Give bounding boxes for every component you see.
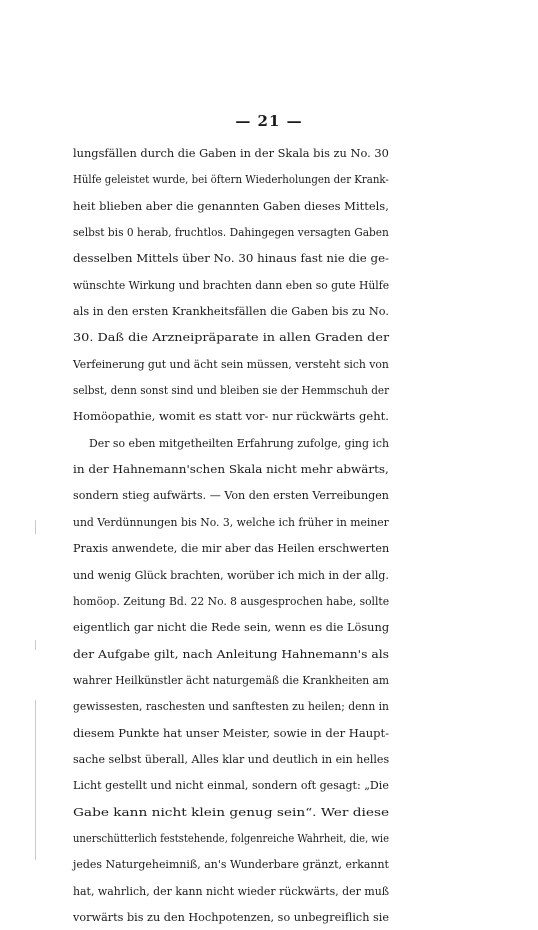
text-line: wünschte Wirkung und brachten dann eben so gute Hülfe bbox=[73, 277, 390, 292]
body-text bbox=[73, 140, 389, 930]
binding-edge-mark bbox=[35, 700, 36, 860]
text-line: Homöopathie, womit es statt vor- nur rückwärts geht. bbox=[73, 409, 389, 424]
text-line: unerschütterlich feststehende, folgenreiche Wahrheit, die, wie bbox=[73, 830, 389, 845]
text-line: sache selbst überall, Alles klar und deutlich in ein helles bbox=[73, 751, 390, 766]
page-number: — 21 — bbox=[235, 112, 303, 130]
binding-edge-mark bbox=[35, 640, 36, 650]
text-line: 30. Daß die Arzneipräparate in allen Graden der bbox=[73, 330, 390, 345]
text-line: homöop. Zeitung Bd. 22 No. 8 ausgesprochen habe, sollte bbox=[73, 593, 390, 608]
text-line: in der Hahnemann'schen Skala nicht mehr abwärts, bbox=[73, 462, 389, 477]
text-line: eigentlich gar nicht die Rede sein, wenn es die Lösung bbox=[73, 620, 390, 635]
text-line: gewissesten, raschesten und sanftesten zu heilen; denn in bbox=[73, 699, 389, 714]
text-line: Praxis anwendete, die mir aber das Heilen erschwerten bbox=[73, 541, 390, 556]
text-line: Licht gestellt und nicht einmal, sondern oft gesagt: „Die bbox=[73, 778, 389, 793]
binding-edge-mark bbox=[35, 520, 36, 534]
text-line: heit blieben aber die genannten Gaben dieses Mittels, bbox=[73, 198, 389, 213]
text-line: und Verdünnungen bis No. 3, welche ich früher in meiner bbox=[73, 514, 389, 529]
text-line: Hülfe geleistet wurde, bei öftern Wiederholungen der Krank- bbox=[73, 172, 389, 187]
text-line: selbst, denn sonst sind und bleiben sie der Hemmschuh der bbox=[73, 383, 390, 398]
text-line: sondern stieg aufwärts. — Von den ersten Verreibungen bbox=[73, 488, 389, 503]
text-line: vorwärts bis zu den Hochpotenzen, so unbegreiflich sie bbox=[73, 909, 389, 924]
text-line: diesem Punkte hat unser Meister, sowie in der Haupt- bbox=[73, 725, 390, 740]
text-line: der Aufgabe gilt, nach Anleitung Hahnemann's als bbox=[73, 646, 389, 661]
text-line: jedes Naturgeheimniß, an's Wunderbare gränzt, erkannt bbox=[73, 857, 389, 872]
text-line: und wenig Glück brachten, worüber ich mich in der allg. bbox=[73, 567, 389, 582]
text-line: selbst bis 0 herab, fruchtlos. Dahingegen versagten Gaben bbox=[73, 225, 389, 240]
text-line: als in den ersten Krankheitsfällen die Gaben bis zu No. bbox=[73, 304, 389, 319]
text-line: wahrer Heilkünstler ächt naturgemäß die Krankheiten am bbox=[73, 672, 389, 687]
text-line: hat, wahrlich, der kann nicht wieder rückwärts, der muß bbox=[73, 883, 390, 898]
text-line: desselben Mittels über No. 30 hinaus fast nie die ge- bbox=[73, 251, 390, 266]
text-line-indented: Der so eben mitgetheilten Erfahrung zufolge, ging ich bbox=[89, 435, 390, 450]
text-line: lungsfällen durch die Gaben in der Skala bis zu No. 30 bbox=[73, 146, 389, 160]
text-line: Gabe kann nicht klein genug sein“. Wer diese bbox=[73, 804, 390, 819]
text-line: Verfeinerung gut und ächt sein müssen, versteht sich von bbox=[73, 356, 389, 371]
